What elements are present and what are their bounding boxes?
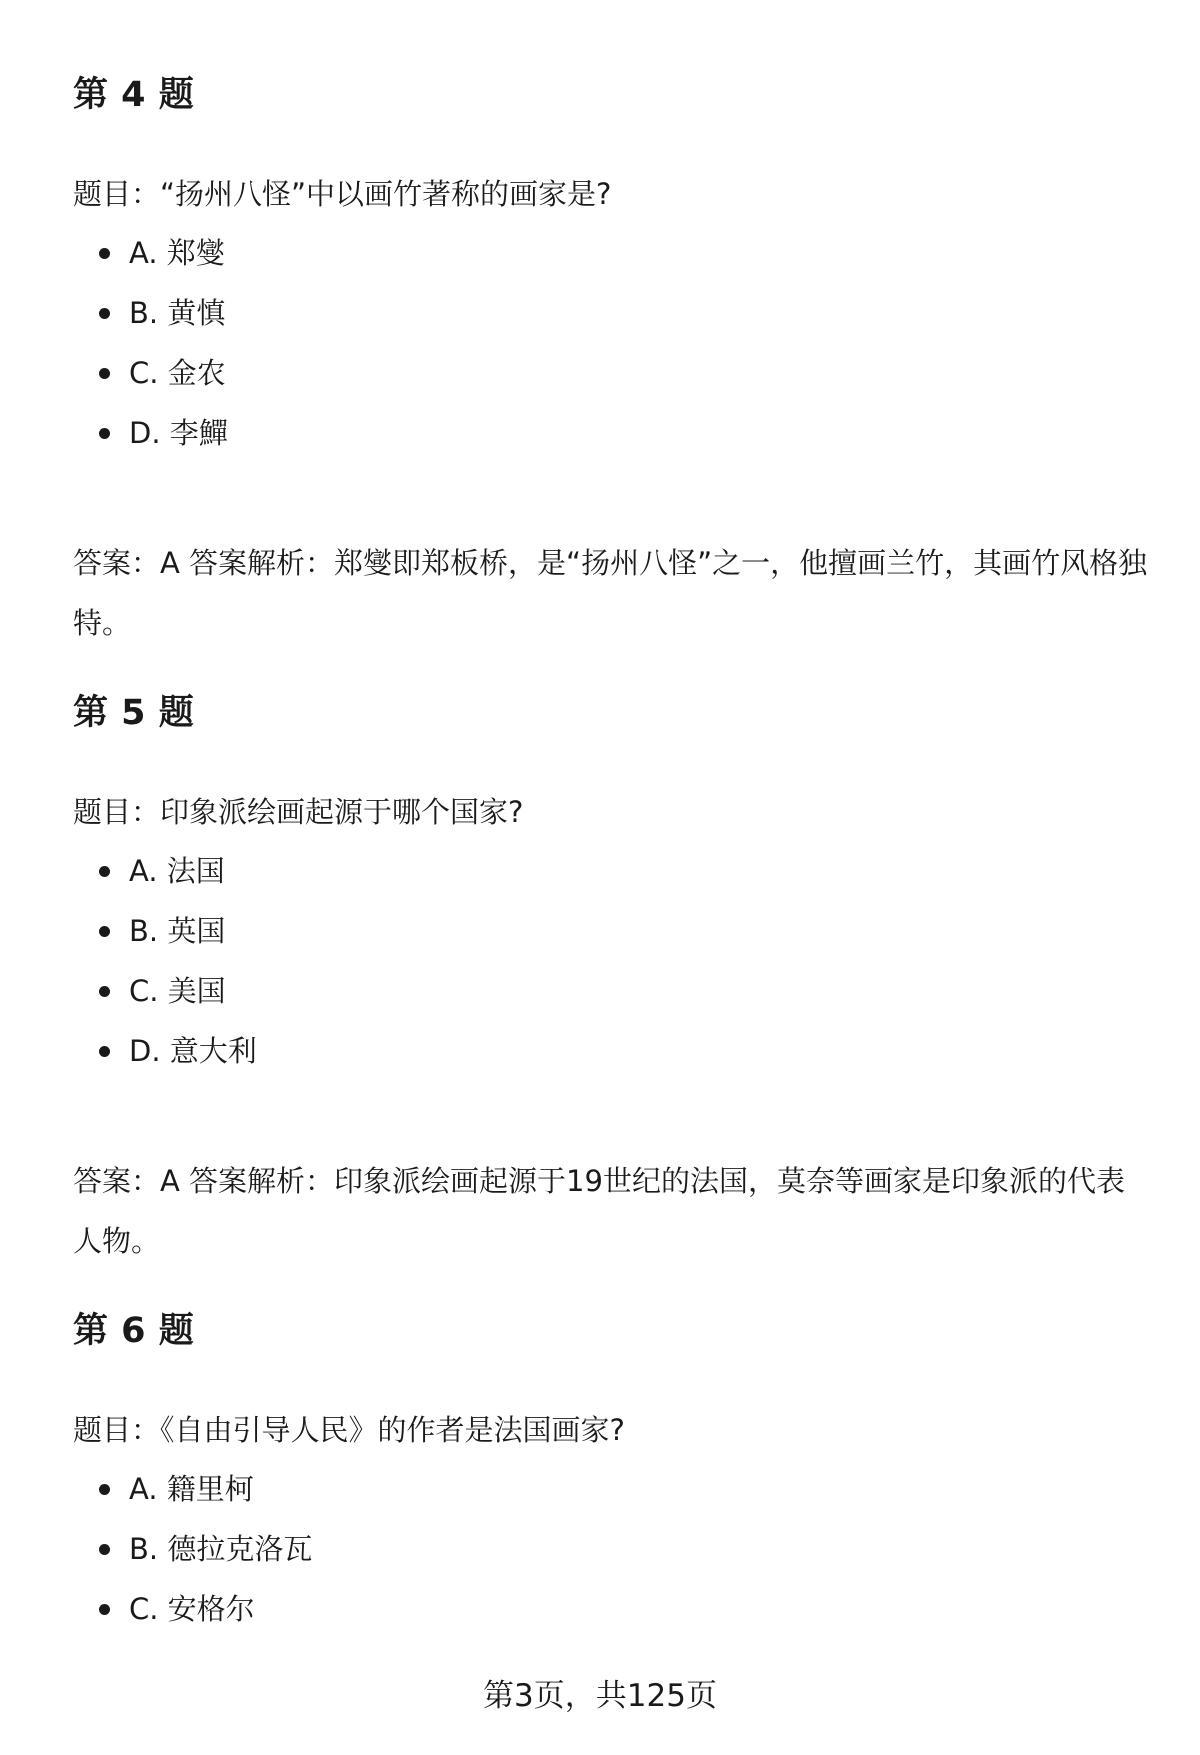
option-list	[73, 1469, 312, 1649]
answer-explanation: 答案：A 答案解析：郑燮即郑板桥，是“扬州八怪”之一，他擅画兰竹，其画竹风格独特。	[73, 546, 1148, 640]
bullet-icon	[99, 1544, 110, 1555]
question-heading: 第 5 题	[73, 693, 195, 733]
bullet-icon	[99, 248, 110, 259]
option-list	[73, 851, 257, 1091]
option-item	[73, 1529, 312, 1589]
option-label: C. 美国	[129, 974, 226, 1008]
question-4	[73, 70, 1153, 640]
question-heading: 第 6 题	[73, 1311, 195, 1351]
option-item	[73, 353, 228, 413]
option-label: A. 籍里柯	[129, 1472, 254, 1506]
option-item	[73, 971, 257, 1031]
option-item	[73, 1031, 257, 1091]
option-item	[73, 293, 228, 353]
bullet-icon	[99, 368, 110, 379]
option-label: D. 李鱓	[129, 416, 228, 450]
bullet-icon	[99, 308, 110, 319]
question-stem: 题目：“扬州八怪”中以画竹著称的画家是?	[73, 177, 612, 211]
question-stem: 题目：印象派绘画起源于哪个国家?	[73, 795, 524, 829]
question-heading: 第 4 题	[73, 75, 195, 115]
bullet-icon	[99, 1046, 110, 1057]
option-item	[73, 851, 257, 911]
question-6	[73, 1306, 1153, 1626]
option-label: D. 意大利	[129, 1034, 257, 1068]
option-label: B. 德拉克洛瓦	[129, 1532, 313, 1566]
bullet-icon	[99, 986, 110, 997]
option-label: A. 法国	[129, 854, 225, 888]
option-label: A. 郑燮	[129, 236, 225, 270]
page-indicator: 第3页，共125页	[483, 1678, 717, 1714]
question-stem: 题目：《自由引导人民》的作者是法国画家?	[73, 1413, 625, 1447]
option-item	[73, 413, 228, 473]
option-item	[73, 1589, 312, 1649]
option-label: C. 金农	[129, 356, 226, 390]
option-item	[73, 233, 228, 293]
bullet-icon	[99, 1604, 110, 1615]
option-item	[73, 911, 257, 971]
answer-explanation: 答案：A 答案解析：印象派绘画起源于19世纪的法国，莫奈等画家是印象派的代表人物。	[73, 1164, 1125, 1258]
bullet-icon	[99, 1484, 110, 1495]
question-5	[73, 688, 1153, 1258]
bullet-icon	[99, 866, 110, 877]
option-label: C. 安格尔	[129, 1592, 255, 1626]
bullet-icon	[99, 926, 110, 937]
option-label: B. 英国	[129, 914, 226, 948]
bullet-icon	[99, 428, 110, 439]
option-item	[73, 1469, 312, 1529]
option-list	[73, 233, 228, 473]
option-label: B. 黄慎	[129, 296, 226, 330]
